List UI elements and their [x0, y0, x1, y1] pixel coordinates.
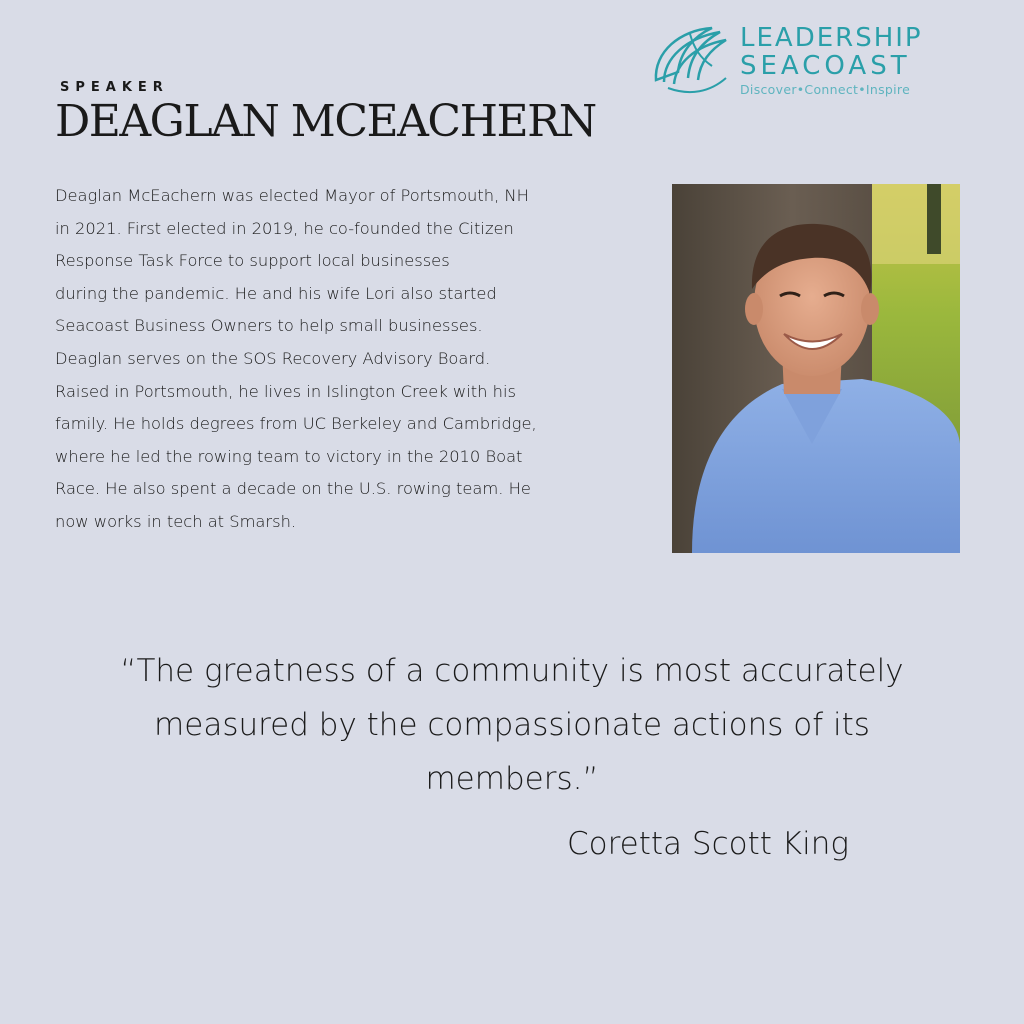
bio-line: family. He holds degrees from UC Berkeley and Cambridge, [55, 414, 537, 434]
bio-line: Response Task Force to support local businesses [55, 251, 450, 271]
bio-line: in 2021. First elected in 2019, he co-founded the Citizen [55, 218, 514, 238]
quote-line: members.” [425, 761, 599, 797]
bio-line: Deaglan McEachern was elected Mayor of Portsmouth, NH [55, 186, 529, 205]
quote [80, 644, 944, 806]
bio-line: during the pandemic. He and his wife Lori also started [55, 283, 497, 303]
quote-attribution: Coretta Scott King [567, 826, 849, 862]
bio-line: Raised in Portsmouth, he lives in Islington Creek with his [55, 381, 516, 401]
leadership-seacoast-logo [650, 22, 940, 102]
speaker-bio [55, 180, 615, 539]
bio-line: now works in tech at Smarsh. [55, 511, 297, 531]
wave-icon [650, 22, 730, 97]
bio-line: where he led the rowing team to victory in the 2010 Boat [55, 446, 523, 466]
logo-wordmark-leadership: LEADERSHIP [740, 23, 923, 53]
logo-wordmark-seacoast: SEACOAST [740, 51, 911, 81]
logo-tagline: Discover•Connect•Inspire [740, 82, 911, 97]
bio-line: Seacoast Business Owners to help small businesses. [55, 316, 483, 336]
quote-line: measured by the compassionate actions of its [154, 707, 870, 743]
bio-line: Deaglan serves on the SOS Recovery Advisory Board. [55, 348, 491, 368]
speaker-label: SPEAKER [60, 80, 169, 95]
bio-line: Race. He also spent a decade on the U.S. rowing team. He [55, 479, 531, 499]
speaker-name: DEAGLAN MCEACHERN [55, 96, 596, 147]
speaker-photo [672, 184, 960, 553]
quote-line: “The greatness of a community is most accurately [120, 653, 904, 689]
